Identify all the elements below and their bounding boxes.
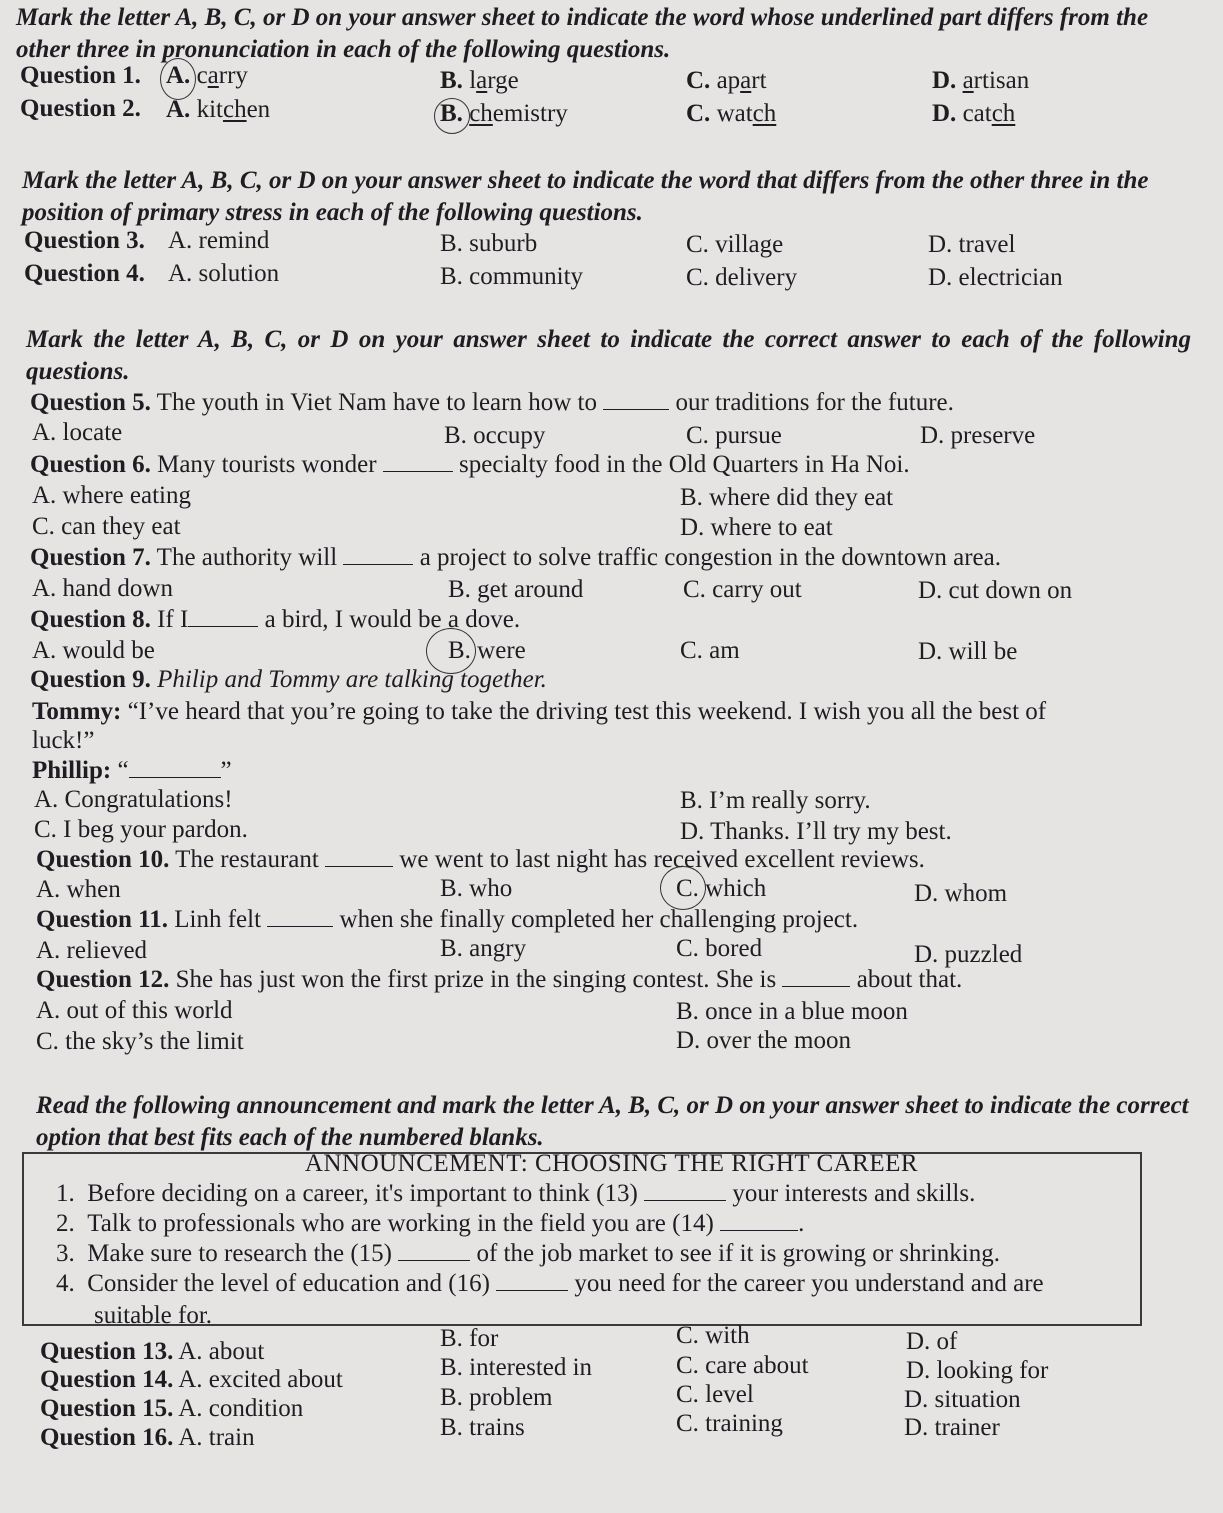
announcement-item-cont: suitable for.	[94, 1302, 213, 1329]
text-fragment: 3.	[56, 1240, 75, 1267]
q15-option-c[interactable]: C. level	[676, 1381, 754, 1408]
answer-blank	[325, 865, 393, 867]
instruction-reading: Read the following announcement and mark the letter A, B, C, or D on your answer sheet to indicate the correct option that best fits each of the numbered blanks.	[36, 1092, 1189, 1151]
q13-option-d[interactable]: D. of	[906, 1328, 958, 1355]
q4-option-b[interactable]: B. community	[440, 263, 584, 290]
q7-option-a[interactable]: A. hand down	[32, 575, 173, 602]
question-5	[30, 389, 954, 417]
text-fragment: The authority will	[156, 544, 338, 571]
q15-option-d[interactable]: D. situation	[904, 1386, 1021, 1413]
q1-option-b[interactable]	[440, 67, 519, 95]
text-fragment: Question 4.	[24, 260, 145, 287]
q15-option-b[interactable]: B. problem	[440, 1384, 553, 1411]
question-7	[30, 544, 1001, 572]
text-fragment: A.	[166, 62, 191, 89]
text-fragment: a	[962, 67, 974, 94]
q12-option-a[interactable]: A. out of this world	[36, 997, 233, 1024]
q1-option-d[interactable]	[932, 67, 1029, 95]
q9-option-d[interactable]: D. Thanks. I’ll try my best.	[680, 818, 952, 845]
text-fragment: a	[740, 67, 752, 94]
q11-option-a[interactable]: A. relieved	[36, 937, 148, 964]
text-fragment: a bird, I would be a dove.	[264, 606, 521, 633]
q14-option-d[interactable]: D. looking for	[906, 1357, 1049, 1384]
text-fragment: Question 14.	[40, 1366, 174, 1393]
q12-option-d[interactable]: D. over the moon	[676, 1027, 851, 1054]
text-fragment: C.	[686, 100, 711, 127]
q12-option-b[interactable]: B. once in a blue moon	[676, 998, 908, 1025]
text-fragment: 1.	[56, 1180, 75, 1207]
text-fragment: Question 15.	[40, 1395, 174, 1422]
text-fragment: Question 1.	[20, 62, 141, 89]
text-fragment: wat	[716, 100, 753, 127]
question-9	[30, 666, 547, 694]
q5-option-d[interactable]: D. preserve	[920, 422, 1036, 449]
text-fragment: The restaurant	[175, 846, 319, 873]
text-fragment: Many tourists wonder	[157, 451, 377, 478]
text-fragment: of the job market to see if it is growing or shrinking.	[476, 1240, 1001, 1267]
q4-option-c[interactable]: C. delivery	[686, 264, 798, 291]
q14-option-b[interactable]: B. interested in	[440, 1354, 593, 1381]
text-fragment: Make sure to research the (15)	[87, 1240, 392, 1267]
text-fragment: about that.	[856, 966, 963, 993]
text-fragment: Linh felt	[174, 906, 262, 933]
announcement-box	[22, 1152, 1142, 1326]
text-fragment: Tommy:	[32, 698, 122, 725]
text-fragment: Consider the level of education and (16)	[87, 1270, 490, 1297]
answer-blank	[129, 776, 221, 778]
answer-blank	[644, 1199, 726, 1201]
answer-circle-mark	[434, 98, 470, 134]
q2-option-c[interactable]	[686, 100, 776, 128]
q16-option-b[interactable]: B. trains	[440, 1414, 525, 1441]
text-fragment: A. condition	[178, 1395, 304, 1422]
q8-option-d[interactable]: D. will be	[918, 638, 1018, 665]
answer-blank	[383, 470, 453, 472]
text-fragment: rtisan	[973, 67, 1030, 94]
question-3	[24, 227, 145, 255]
q5-option-b[interactable]: B. occupy	[444, 422, 546, 449]
q3-option-a[interactable]: A. remind	[168, 227, 270, 254]
question-2	[20, 95, 141, 123]
text-fragment: Question 11.	[36, 906, 168, 933]
q10-option-d[interactable]: D. whom	[914, 880, 1008, 907]
tommy-line	[32, 698, 1046, 726]
text-fragment: when she finally completed her challenging project.	[339, 906, 859, 933]
text-fragment: kit	[196, 96, 223, 123]
text-fragment: Talk to professionals who are working in the field you are (14)	[87, 1210, 714, 1237]
question-14	[40, 1366, 343, 1394]
q3-option-c[interactable]: C. village	[686, 231, 784, 258]
text-fragment: our traditions for the future.	[675, 389, 954, 416]
q3-option-d[interactable]: D. travel	[928, 231, 1016, 258]
text-fragment: “	[117, 757, 129, 784]
text-fragment: She has just won the first prize in the singing contest. She is	[175, 966, 777, 993]
answer-blank	[720, 1229, 798, 1231]
text-fragment: ch	[991, 100, 1016, 127]
text-fragment: ap	[716, 67, 741, 94]
q4-option-d[interactable]: D. electrician	[928, 264, 1063, 291]
answer-blank	[188, 625, 258, 627]
q7-option-b[interactable]: B. get around	[448, 576, 584, 603]
text-fragment: c	[196, 62, 208, 89]
q6-option-b[interactable]: B. where did they eat	[680, 484, 894, 511]
text-fragment: we went to last night has received excellent reviews.	[399, 846, 925, 873]
text-fragment: C.	[686, 67, 711, 94]
announcement-title: ANNOUNCEMENT: CHOOSING THE RIGHT CAREER	[304, 1150, 919, 1177]
q7-option-d[interactable]: D. cut down on	[918, 577, 1073, 604]
question-10	[36, 846, 925, 874]
text-fragment: A. about	[178, 1338, 265, 1365]
text-fragment: Question 9.	[30, 666, 151, 693]
question-1	[20, 62, 141, 90]
answer-circle-mark	[660, 866, 706, 910]
announcement-item	[56, 1270, 1044, 1298]
announcement-item	[56, 1180, 975, 1208]
answer-blank	[267, 925, 333, 927]
text-fragment: .	[798, 1210, 805, 1237]
q9-option-b[interactable]: B. I’m really sorry.	[680, 787, 871, 814]
text-fragment: Phillip:	[32, 757, 112, 784]
q6-option-a[interactable]: A. where eating	[32, 482, 191, 509]
answer-blank	[496, 1289, 568, 1291]
q9-option-a[interactable]: A. Congratulations!	[34, 786, 233, 813]
text-fragment: Before deciding on a career, it's important to think (13)	[87, 1180, 638, 1207]
text-fragment: “I’ve heard that you’re going to take the driving test this weekend. I wish you all the best of	[127, 698, 1047, 725]
text-fragment: Question 10.	[36, 846, 170, 873]
text-fragment: 4.	[56, 1270, 75, 1297]
text-fragment: The youth in Viet Nam have to learn how to	[156, 389, 597, 416]
q12-option-c[interactable]: C. the sky’s the limit	[36, 1028, 244, 1055]
answer-blank	[782, 985, 850, 987]
text-fragment: ch	[469, 100, 493, 127]
question-6	[30, 451, 910, 479]
answer-circle-mark	[160, 58, 196, 100]
q10-option-a[interactable]: A. when	[36, 876, 121, 903]
text-fragment: a project to solve traffic congestion in the downtown area.	[419, 544, 1002, 571]
announcement-item	[56, 1240, 1000, 1268]
text-fragment: Question 3.	[24, 227, 145, 254]
instruction-correct-answer: Mark the letter A, B, C, or D on your answer sheet to indicate the correct answer to each of the following questions.	[26, 326, 1191, 385]
instruction-pronunciation: Mark the letter A, B, C, or D on your answer sheet to indicate the word whose underlined part differs from the other three in pronunciation in each of the following questions.	[16, 4, 1149, 63]
answer-blank	[343, 563, 413, 565]
announcement-item	[56, 1210, 804, 1238]
text-fragment: D.	[932, 100, 957, 127]
q10-option-b[interactable]: B. who	[440, 875, 513, 902]
question-15	[40, 1395, 303, 1423]
text-fragment: If I	[157, 606, 189, 633]
text-fragment: A. train	[178, 1424, 255, 1451]
q8-option-c[interactable]: C. am	[680, 637, 740, 664]
text-fragment: rry	[218, 62, 248, 89]
text-fragment: A. excited about	[178, 1366, 343, 1393]
q16-option-c[interactable]: C. training	[676, 1410, 783, 1437]
instruction-stress: Mark the letter A, B, C, or D on your answer sheet to indicate the word that differs from the other three in the position of primary stress in each of the following questions.	[22, 167, 1149, 226]
text-fragment: Question 12.	[36, 966, 170, 993]
text-fragment: Philip and Tommy are talking together.	[157, 666, 547, 693]
text-fragment: ”	[220, 757, 232, 784]
text-fragment: rge	[487, 67, 519, 94]
text-fragment: you need for the career you understand and are	[574, 1270, 1044, 1297]
text-fragment: emistry	[492, 100, 568, 127]
question-13	[40, 1338, 264, 1366]
text-fragment: a	[207, 62, 219, 89]
text-fragment: ch	[752, 100, 777, 127]
tommy-line-cont: luck!”	[32, 727, 95, 754]
answer-blank	[398, 1259, 470, 1261]
q4-option-a[interactable]: A. solution	[168, 260, 280, 287]
text-fragment: Question 16.	[40, 1424, 174, 1451]
q8-option-a[interactable]: A. would be	[32, 637, 155, 664]
text-fragment: ch	[222, 96, 247, 123]
answer-blank	[603, 408, 669, 410]
text-fragment: cat	[962, 100, 992, 127]
text-fragment: Question 13.	[40, 1338, 174, 1365]
text-fragment: B.	[440, 100, 463, 127]
q14-option-c[interactable]: C. care about	[676, 1352, 809, 1379]
q6-option-d[interactable]: D. where to eat	[680, 514, 833, 541]
phillip-line	[32, 757, 232, 785]
q11-option-d[interactable]: D. puzzled	[914, 941, 1023, 968]
q10-option-c[interactable]: C. which	[676, 875, 767, 902]
q13-option-c[interactable]: C. with	[676, 1322, 750, 1349]
q11-option-c[interactable]: C. bored	[676, 935, 763, 962]
text-fragment: en	[246, 96, 271, 123]
text-fragment: specialty food in the Old Quarters in Ha Noi.	[459, 451, 910, 478]
text-fragment: a	[476, 67, 488, 94]
text-fragment: your interests and skills.	[732, 1180, 976, 1207]
question-11	[36, 906, 858, 934]
q8-option-b[interactable]: B. were	[448, 637, 526, 664]
q5-option-c[interactable]: C. pursue	[686, 422, 782, 449]
question-4	[24, 260, 145, 288]
q7-option-c[interactable]: C. carry out	[683, 576, 802, 603]
q9-option-c[interactable]: C. I beg your pardon.	[34, 816, 248, 843]
text-fragment: D.	[932, 67, 957, 94]
text-fragment: A.	[166, 96, 191, 123]
q11-option-b[interactable]: B. angry	[440, 935, 527, 962]
q2-option-a[interactable]	[166, 96, 270, 124]
text-fragment: B.	[440, 67, 463, 94]
q2-option-d[interactable]	[932, 100, 1015, 128]
text-fragment: l	[469, 67, 477, 94]
text-fragment: rt	[751, 67, 767, 94]
text-fragment: Question 5.	[30, 389, 151, 416]
question-12	[36, 966, 962, 994]
q16-option-d[interactable]: D. trainer	[904, 1414, 1000, 1441]
question-16	[40, 1424, 255, 1452]
text-fragment: 2.	[56, 1210, 75, 1237]
text-fragment: Question 6.	[30, 451, 151, 478]
text-fragment: Question 8.	[30, 606, 151, 633]
q13-option-b[interactable]: B. for	[440, 1325, 499, 1352]
q6-option-c[interactable]: C. can they eat	[32, 513, 181, 540]
text-fragment: Question 2.	[20, 95, 141, 122]
q5-option-a[interactable]: A. locate	[32, 419, 123, 446]
text-fragment: Question 7.	[30, 544, 151, 571]
q3-option-b[interactable]: B. suburb	[440, 230, 538, 257]
q1-option-c[interactable]	[686, 67, 767, 95]
